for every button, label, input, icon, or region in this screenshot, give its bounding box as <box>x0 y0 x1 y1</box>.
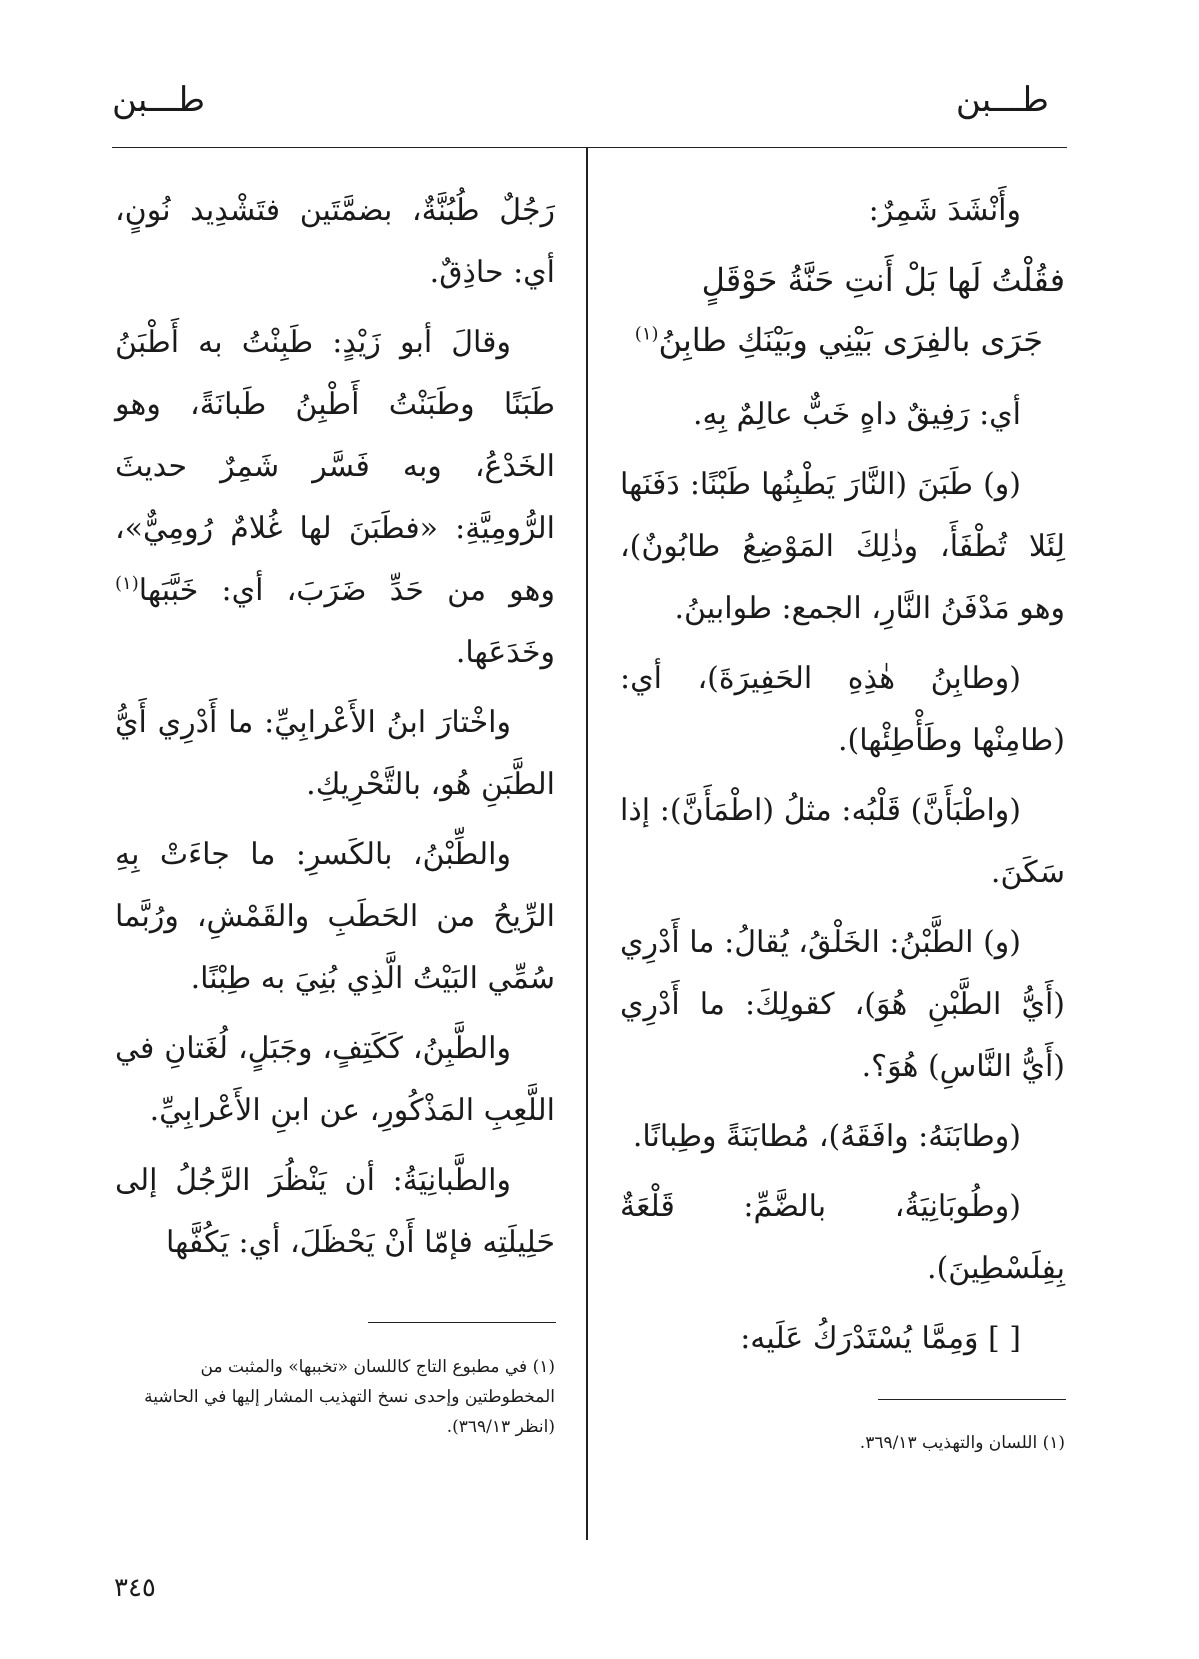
column-divider <box>586 148 588 1540</box>
entry-paragraph: والطَّبِنُ، كَكَتِفٍ، وجَبَلٍ، لُغَتانِ في اللَّعِبِ المَذْكُورِ، عن ابنِ الأَعْرابِيِّ. <box>115 1031 555 1128</box>
footnote-marker: (١) <box>115 573 139 594</box>
verse-line-2-text: جَرَى بالفِرَى بَيْنِي وبَيْنَكِ طابِنُ <box>658 321 1043 359</box>
entry-paragraph: (وطُوبَانِيَةُ، بالضَّمِّ: قَلْعَةٌ بِفِلَسْطِينَ). <box>620 1189 1065 1286</box>
footnote-right: (١) اللسان والتهذيب ٣٦٩/١٣. <box>859 1433 1065 1453</box>
verse-line-2 <box>620 310 1065 370</box>
entry-paragraph: والطِّبْنُ، بالكَسرِ: ما جاءَتْ بِهِ الرِّيحُ من الحَطَبِ والقَمْشِ، ورُبَّما سُمِّي البَيْتُ الَّذِي بُنِيَ به طِبْنًا. <box>115 837 555 996</box>
entry-paragraph: أي: رَفِيقٌ داهٍ خَبٌّ عالِمٌ بِهِ. <box>692 397 1021 432</box>
footnote-left: (١) في مطبوع التاج كاللسان «تخببها» والمثبت من المخطوطتين وإحدى نسخ التهذيب المشار إليها في الحاشية (انظر ٣٦٩/١٣). <box>144 1357 555 1437</box>
entry-text: وخَدَعَها. <box>455 635 555 670</box>
entry-paragraph: (واطْبَأَنَّ) قَلْبُه: مثلُ (اطْمَأَنَّ): إذا سَكَنَ. <box>620 793 1065 890</box>
entry-paragraph <box>115 312 555 684</box>
right-column <box>620 180 1065 1378</box>
entry-paragraph: (و) طَبَنَ (النَّارَ يَطْبِنُها طَبْنًا: دَفَنَها لِئَلا تُطْفَأَ، وذٰلِكَ المَوْضِعُ طابُونٌ)، وهو مَدْفَنُ النَّارِ، الجمع: طوابينُ. <box>620 467 1065 626</box>
left-column <box>115 180 555 1282</box>
entry-paragraph: واخْتارَ ابنُ الأَعْرابِيِّ: ما أَدْرِي أَيُّ الطَّبَنِ هُو، بالتَّحْرِيكِ. <box>115 705 555 802</box>
entry-paragraph: (وطابَنَهُ: وافَقَهُ)، مُطابَنَةً وطِبانًا. <box>632 1119 1021 1154</box>
header-rule <box>112 147 1067 148</box>
running-head-left: طـــبن <box>112 80 206 120</box>
entry-paragraph: رَجُلٌ طُبُنَّةٌ، بضمَّتَين فتَشْدِيد نُونٍ، أي: حاذِقٌ. <box>115 193 555 290</box>
entry-text: وقالَ أبو زَيْدٍ: طَبِنْتُ به أَطْبَنُ طَبَنًا وطَبَنْتُ أَطْبِنُ طَبانَةً، وهو الخَدْعُ، وبه فَسَّر شَمِرٌ حديثَ الرُّومِيَّةِ: «فطَبَنَ لها غُلامٌ رُومِيٌّ»، وهو من حَدِّ ضَرَبَ، أي: خَبَّبَها <box>115 325 555 608</box>
entry-paragraph: (و) الطَّبْنُ: الخَلْقُ، يُقالُ: ما أَدْرِي (أَيُّ الطَّبْنِ هُوَ)، كقولِكَ: ما أَدْرِي (أَيُّ النَّاسِ) هُوَ؟. <box>620 925 1065 1084</box>
entry-paragraph: (وطابِنُ هٰذِهِ الحَفِيرَةَ)، أي: (طامِنْها وطَأْطِئْها). <box>620 661 1065 758</box>
footnote-rule-left <box>368 1322 556 1323</box>
footnote-rule-right <box>878 1399 1066 1400</box>
running-head-right: طـــبن <box>955 80 1049 120</box>
page-number: ٣٤٥ <box>114 1573 156 1603</box>
verse-line-1: فقُلْتُ لَها بَلْ أَنتِ حَنَّةُ حَوْقَلٍ <box>701 261 1065 299</box>
footnote-marker: (١) <box>634 323 659 345</box>
entry-paragraph: والطَّبانِيَةُ: أن يَنْظُرَ الرَّجُلُ إلى حَلِيلَتِه فإمّا أَنْ يَحْظَلَ، أي: يَكُفَّها <box>115 1163 555 1260</box>
addendum-heading: [ ] وَمِمَّا يُسْتَدْرَكُ عَلَيه: <box>740 1321 1021 1356</box>
verse-intro: وأَنْشَدَ شَمِرٌ: <box>868 193 1021 228</box>
